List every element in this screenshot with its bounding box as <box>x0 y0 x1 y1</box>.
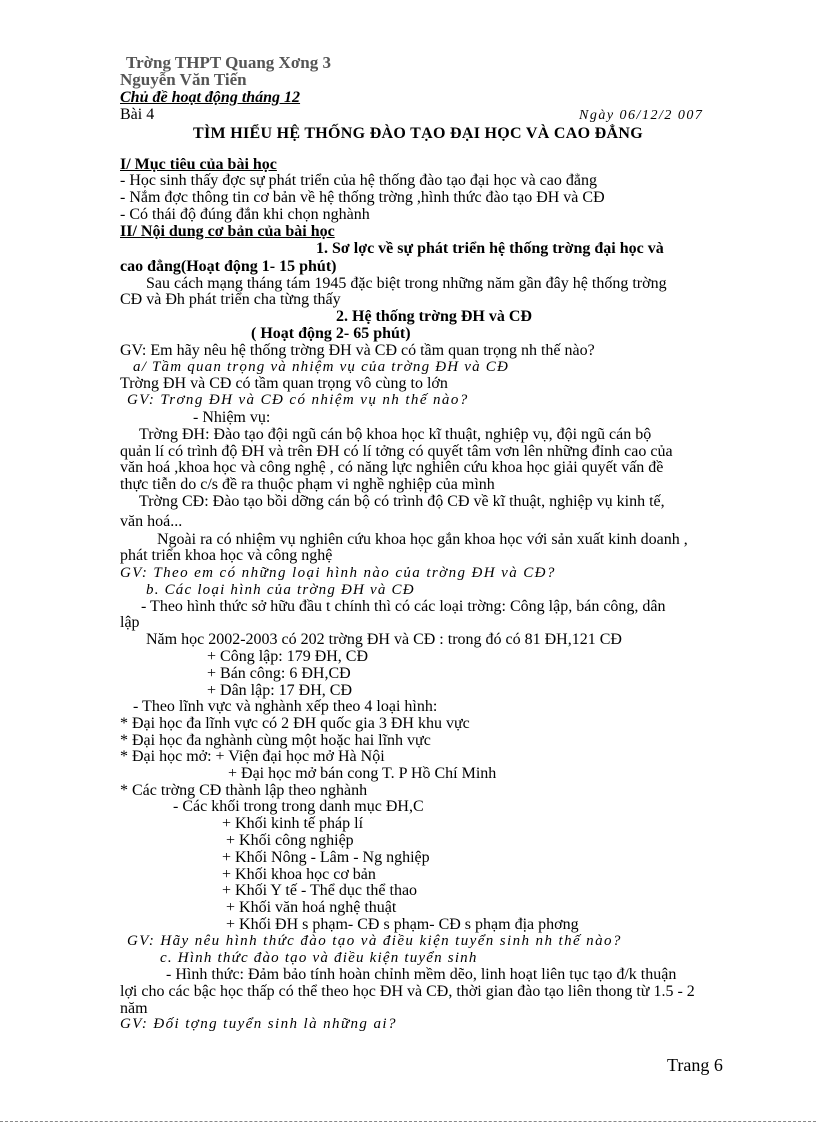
list-item: - Các khối trong trong danh mục ĐH,C <box>173 798 424 815</box>
school-name: Trờng THPT Quang Xơng 3 <box>126 53 331 72</box>
subsection-heading: ( Hoạt động 2- 65 phút) <box>251 325 411 342</box>
lesson-number: Bài 4 <box>120 106 155 123</box>
text-line: Trờng CĐ: Đào tạo bồi dỡng cán bộ có trình độ CĐ về kĩ thuật, nghiệp vụ kinh tế, <box>139 493 665 510</box>
text-line: văn hoá ,khoa học và công nghệ , có năng lực nghiên cứu khoa học giải quyết vấn đề <box>120 459 664 476</box>
text-line: Năm học 2002-2003 có 202 trờng ĐH và CĐ : trong đó có 81 ĐH,121 CĐ <box>146 631 622 648</box>
text-line: Ngoài ra có nhiệm vụ nghiên cứu khoa học gắn khoa học với sản xuất kinh doanh , <box>157 531 688 548</box>
text-line: - Nắm đợc thông tin cơ bản về hệ thống trờng ,hình thức đào tạo ĐH và CĐ <box>120 189 605 206</box>
text-line: - Có thái độ đúng đắn khi chọn nghành <box>120 206 370 223</box>
text-line: Sau cách mạng tháng tám 1945 đặc biệt trong những năm gần đây hệ thống trờng <box>146 275 667 292</box>
text-line: - Nhiệm vụ: <box>193 409 271 426</box>
list-item: + Bán công: 6 ĐH,CĐ <box>207 665 351 682</box>
text-line: văn hoá... <box>120 513 183 530</box>
subsection-heading: cao đẳng(Hoạt động 1- 15 phút) <box>120 258 337 275</box>
text-line: Trờng ĐH: Đào tạo đội ngũ cán bộ khoa học kĩ thuật, nghiệp vụ, đội ngũ cán bộ <box>139 426 652 443</box>
text-line: - Theo lĩnh vực và nghành xếp theo 4 loại hình: <box>133 698 438 715</box>
sub-heading: b. Các loại hình của trờng ĐH và CĐ <box>146 582 415 598</box>
text-line: CĐ và Đh phát triển cha từng thấy <box>120 291 341 308</box>
text-line: thực tiễn do c/s đề ra thuộc phạm vi nghề nghiệp của mình <box>120 476 495 493</box>
list-item: + Khối Nông - Lâm - Ng nghiệp <box>222 849 430 866</box>
text-line: lập <box>120 614 140 631</box>
footer-divider <box>0 1121 816 1122</box>
teacher-name: Nguyễn Văn Tiến <box>120 70 247 89</box>
text-line: - Học sinh thấy đợc sự phát triển của hệ thống đào tạo đại học và cao đẳng <box>120 172 597 189</box>
list-item: + Khối Y tế - Thể dục thể thao <box>222 882 418 899</box>
list-item: * Đại học đa lĩnh vực có 2 ĐH quốc gia 3 ĐH khu vực <box>120 715 470 732</box>
teacher-question: GV: Theo em có những loại hình nào của trờng ĐH và CĐ? <box>120 565 556 581</box>
teacher-question: GV: Hãy nêu hình thức đào tạo và điều kiện tuyển sinh nh thế nào? <box>127 933 622 949</box>
list-item: * Đại học mở: + Viện đại học mở Hà Nội <box>120 748 385 765</box>
text-line: lợi cho các bậc học thấp có thể theo học ĐH và CĐ, thời gian đào tạo liên thong từ 1.5 - 2 <box>120 983 695 1000</box>
section-heading: II/ Nội dung cơ bản của bài học <box>120 223 335 240</box>
text-line: năm <box>120 1000 148 1017</box>
text-line: Trờng ĐH và CĐ có tầm quan trọng vô cùng to lớn <box>120 375 448 392</box>
page-title: TÌM HIỂU HỆ THỐNG ĐÀO TẠO ĐẠI HỌC VÀ CAO ĐẲNG <box>193 125 643 142</box>
text-line: GV: Em hãy nêu hệ thống trờng ĐH và CĐ có tầm quan trọng nh thế nào? <box>120 342 595 359</box>
list-item: + Khối văn hoá nghệ thuật <box>226 899 397 916</box>
list-item: + Dân lập: 17 ĐH, CĐ <box>207 682 353 699</box>
topic-heading: Chủ đề hoạt động tháng 12 <box>120 89 301 106</box>
list-item: + Công lập: 179 ĐH, CĐ <box>207 648 369 665</box>
text-line: phát triển khoa học và công nghệ <box>120 547 333 564</box>
sub-heading: a/ Tầm quan trọng và nhiệm vụ của trờng ĐH và CĐ <box>133 359 509 375</box>
lesson-date: Ngày 06/12/2 007 <box>579 108 704 123</box>
page-number: Trang 6 <box>667 1055 723 1075</box>
sub-heading: c. Hình thức đào tạo và điều kiện tuyển sinh <box>160 950 478 966</box>
list-item: + Khối ĐH s phạm- CĐ s phạm- CĐ s phạm địa phơng <box>226 916 579 933</box>
teacher-question: GV: Trơng ĐH và CĐ có nhiệm vụ nh thế nào? <box>127 392 469 408</box>
teacher-question: GV: Đối tợng tuyển sinh là những ai? <box>120 1016 397 1032</box>
list-item: * Các trờng CĐ thành lập theo nghành <box>120 782 368 799</box>
list-item: * Đại học đa nghành cùng một hoặc hai lĩnh vực <box>120 732 431 749</box>
subsection-heading: 2. Hệ thống trờng ĐH và CĐ <box>336 308 532 325</box>
text-line: - Hình thức: Đảm bảo tính hoàn chỉnh mềm dẽo, linh hoạt liên tục tạo đ/k thuận <box>166 966 677 983</box>
section-heading: I/ Mục tiêu của bài học <box>120 156 277 173</box>
text-line: - Theo hình thức sở hữu đầu t chính thì có các loại trờng: Công lập, bán công, dân <box>141 598 666 615</box>
list-item: + Khối công nghiệp <box>226 832 354 849</box>
subsection-heading: 1. Sơ lợc về sự phát triển hệ thống trờng đại học và <box>316 240 664 257</box>
list-item: + Khối khoa học cơ bản <box>222 866 376 883</box>
list-item: + Khối kinh tế pháp lí <box>222 815 364 832</box>
text-line: quản lí có trình độ ĐH và trên ĐH có lí tởng có quyết tâm vơn lên những đỉnh cao của <box>120 443 673 460</box>
list-item: + Đại học mở bán cong T. P Hồ Chí Minh <box>228 765 497 782</box>
